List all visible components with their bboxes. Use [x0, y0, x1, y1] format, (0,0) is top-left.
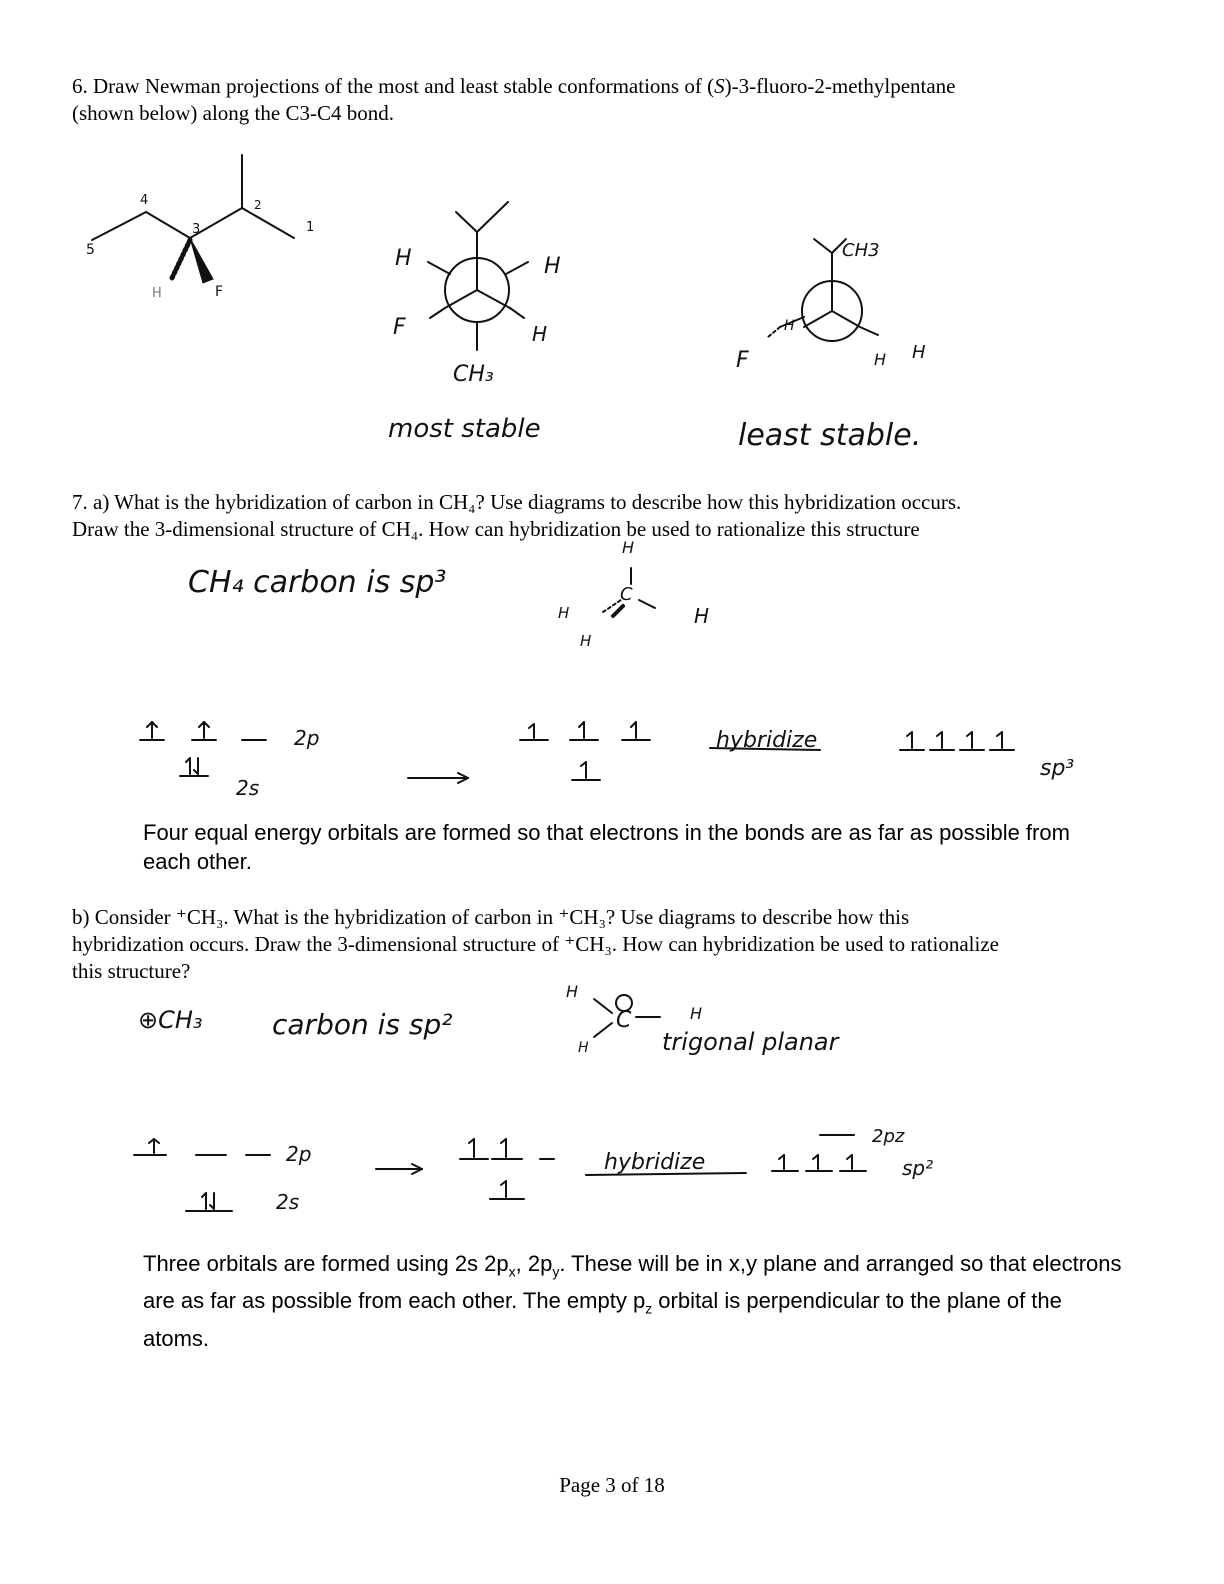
ch3-h3: H	[690, 1004, 703, 1023]
q7b-explanation	[143, 1249, 1133, 1353]
q7b-expl-3: . These will be in x,y plane and arranged so that electrons are as far as possible from each other. The empty p	[143, 1251, 1122, 1314]
skeletal-c3: 3	[192, 222, 201, 237]
q7b-hand-answer: carbon is sp²	[272, 1008, 453, 1041]
ls-ch3: CH3	[842, 240, 880, 261]
ms-f: F	[393, 315, 406, 340]
ch3-geometry: trigonal planar	[662, 1028, 839, 1056]
ms-ch3: CH₃	[453, 362, 494, 387]
q7b-hand-ch3: ⊕CH₃	[138, 1006, 203, 1034]
q7b-expl-2: , 2p	[515, 1251, 553, 1276]
skeletal-h: H	[152, 286, 162, 301]
ch4-h-left: H	[558, 604, 570, 622]
q7b-line1: b) Consider ⁺CH₃. What is the hybridization of carbon in ⁺CH₃? Use diagrams to describe how this	[72, 905, 910, 929]
ch4-c: C	[620, 584, 633, 605]
ch4-orbital-diagram	[130, 710, 1110, 800]
q7b-sub-y: y	[552, 1263, 560, 1280]
q7a-hand-answer: CH₄ carbon is sp³	[188, 565, 447, 600]
ch4-label-sp3: sp³	[1040, 756, 1075, 781]
ch4-h-top: H	[622, 538, 635, 557]
ch4-h-right: H	[694, 604, 710, 628]
q7b-expl-1: Three orbitals are formed using 2s 2p	[143, 1251, 509, 1276]
q6-line1-italic: S	[714, 74, 725, 98]
q6-line1-prefix: 6. Draw Newman projections of the most and least stable conformations of (	[72, 74, 715, 98]
page-number: Page 3 of 18	[559, 1473, 665, 1497]
q7a-prompt	[72, 489, 1172, 543]
ls-caption: least stable.	[738, 418, 922, 453]
ms-caption: most stable	[388, 414, 541, 444]
q6-prompt	[72, 73, 1162, 127]
skeletal-c4: 4	[140, 193, 149, 208]
skeletal-c2: 2	[254, 198, 262, 212]
q7a-explanation: Four equal energy orbitals are formed so that electrons in the bonds are as far as possible from each other.	[143, 820, 1070, 874]
q7b-line3: this structure?	[72, 959, 191, 983]
q7a-line2: Draw the 3-dimensional structure of CH₄. How can hybridization be used to rationalize this structure	[72, 517, 920, 541]
q6-line1-suffix: )-3-fluoro-2-methylpentane	[724, 74, 956, 98]
ms-h-left: H	[395, 246, 412, 271]
ls-h2: H	[912, 342, 926, 363]
ls-h1: H	[874, 350, 887, 369]
ch3-c: C	[616, 1008, 632, 1033]
ch3-h1: H	[566, 982, 579, 1001]
ch3-label-sp2: sp²	[902, 1156, 934, 1180]
ms-h-bottom: H	[532, 322, 548, 346]
q7b-line2: hybridization occurs. Draw the 3-dimensional structure of ⁺CH₃. How can hybridization be used to rationalize	[72, 932, 999, 956]
ch3-label-2pz: 2pz	[872, 1126, 905, 1147]
skeletal-f: F	[215, 284, 224, 300]
ch4-label-2s: 2s	[236, 776, 260, 800]
ch3-hybridize: hybridize	[604, 1150, 706, 1175]
ch3-label-2p: 2p	[286, 1142, 312, 1166]
newman-most-stable	[420, 190, 580, 370]
q7b-prompt	[72, 904, 1182, 985]
ms-h-right: H	[544, 254, 561, 279]
skeletal-c1: 1	[306, 220, 315, 235]
ch4-hybridize: hybridize	[716, 728, 818, 753]
ch4-label-2p: 2p	[294, 726, 320, 750]
ls-f: F	[736, 348, 749, 373]
skeletal-c5: 5	[86, 242, 95, 258]
ch3-label-2s: 2s	[276, 1190, 300, 1214]
q7b-sub-x: x	[508, 1263, 516, 1280]
q6-line2: (shown below) along the C3-C4 bond.	[72, 101, 394, 125]
ch3-h2: H	[578, 1040, 589, 1056]
ch4-structure	[555, 560, 715, 640]
ch4-h-bottom: H	[580, 632, 592, 650]
q7b-sub-z: z	[645, 1300, 653, 1317]
q7b-expl-4: orbital is perpendicular to the plane of the atoms.	[143, 1288, 1062, 1351]
q7a-line1: 7. a) What is the hybridization of carbon in CH₄? Use diagrams to describe how this hybridization occurs.	[72, 490, 962, 514]
ls-h-front: H	[784, 318, 795, 334]
